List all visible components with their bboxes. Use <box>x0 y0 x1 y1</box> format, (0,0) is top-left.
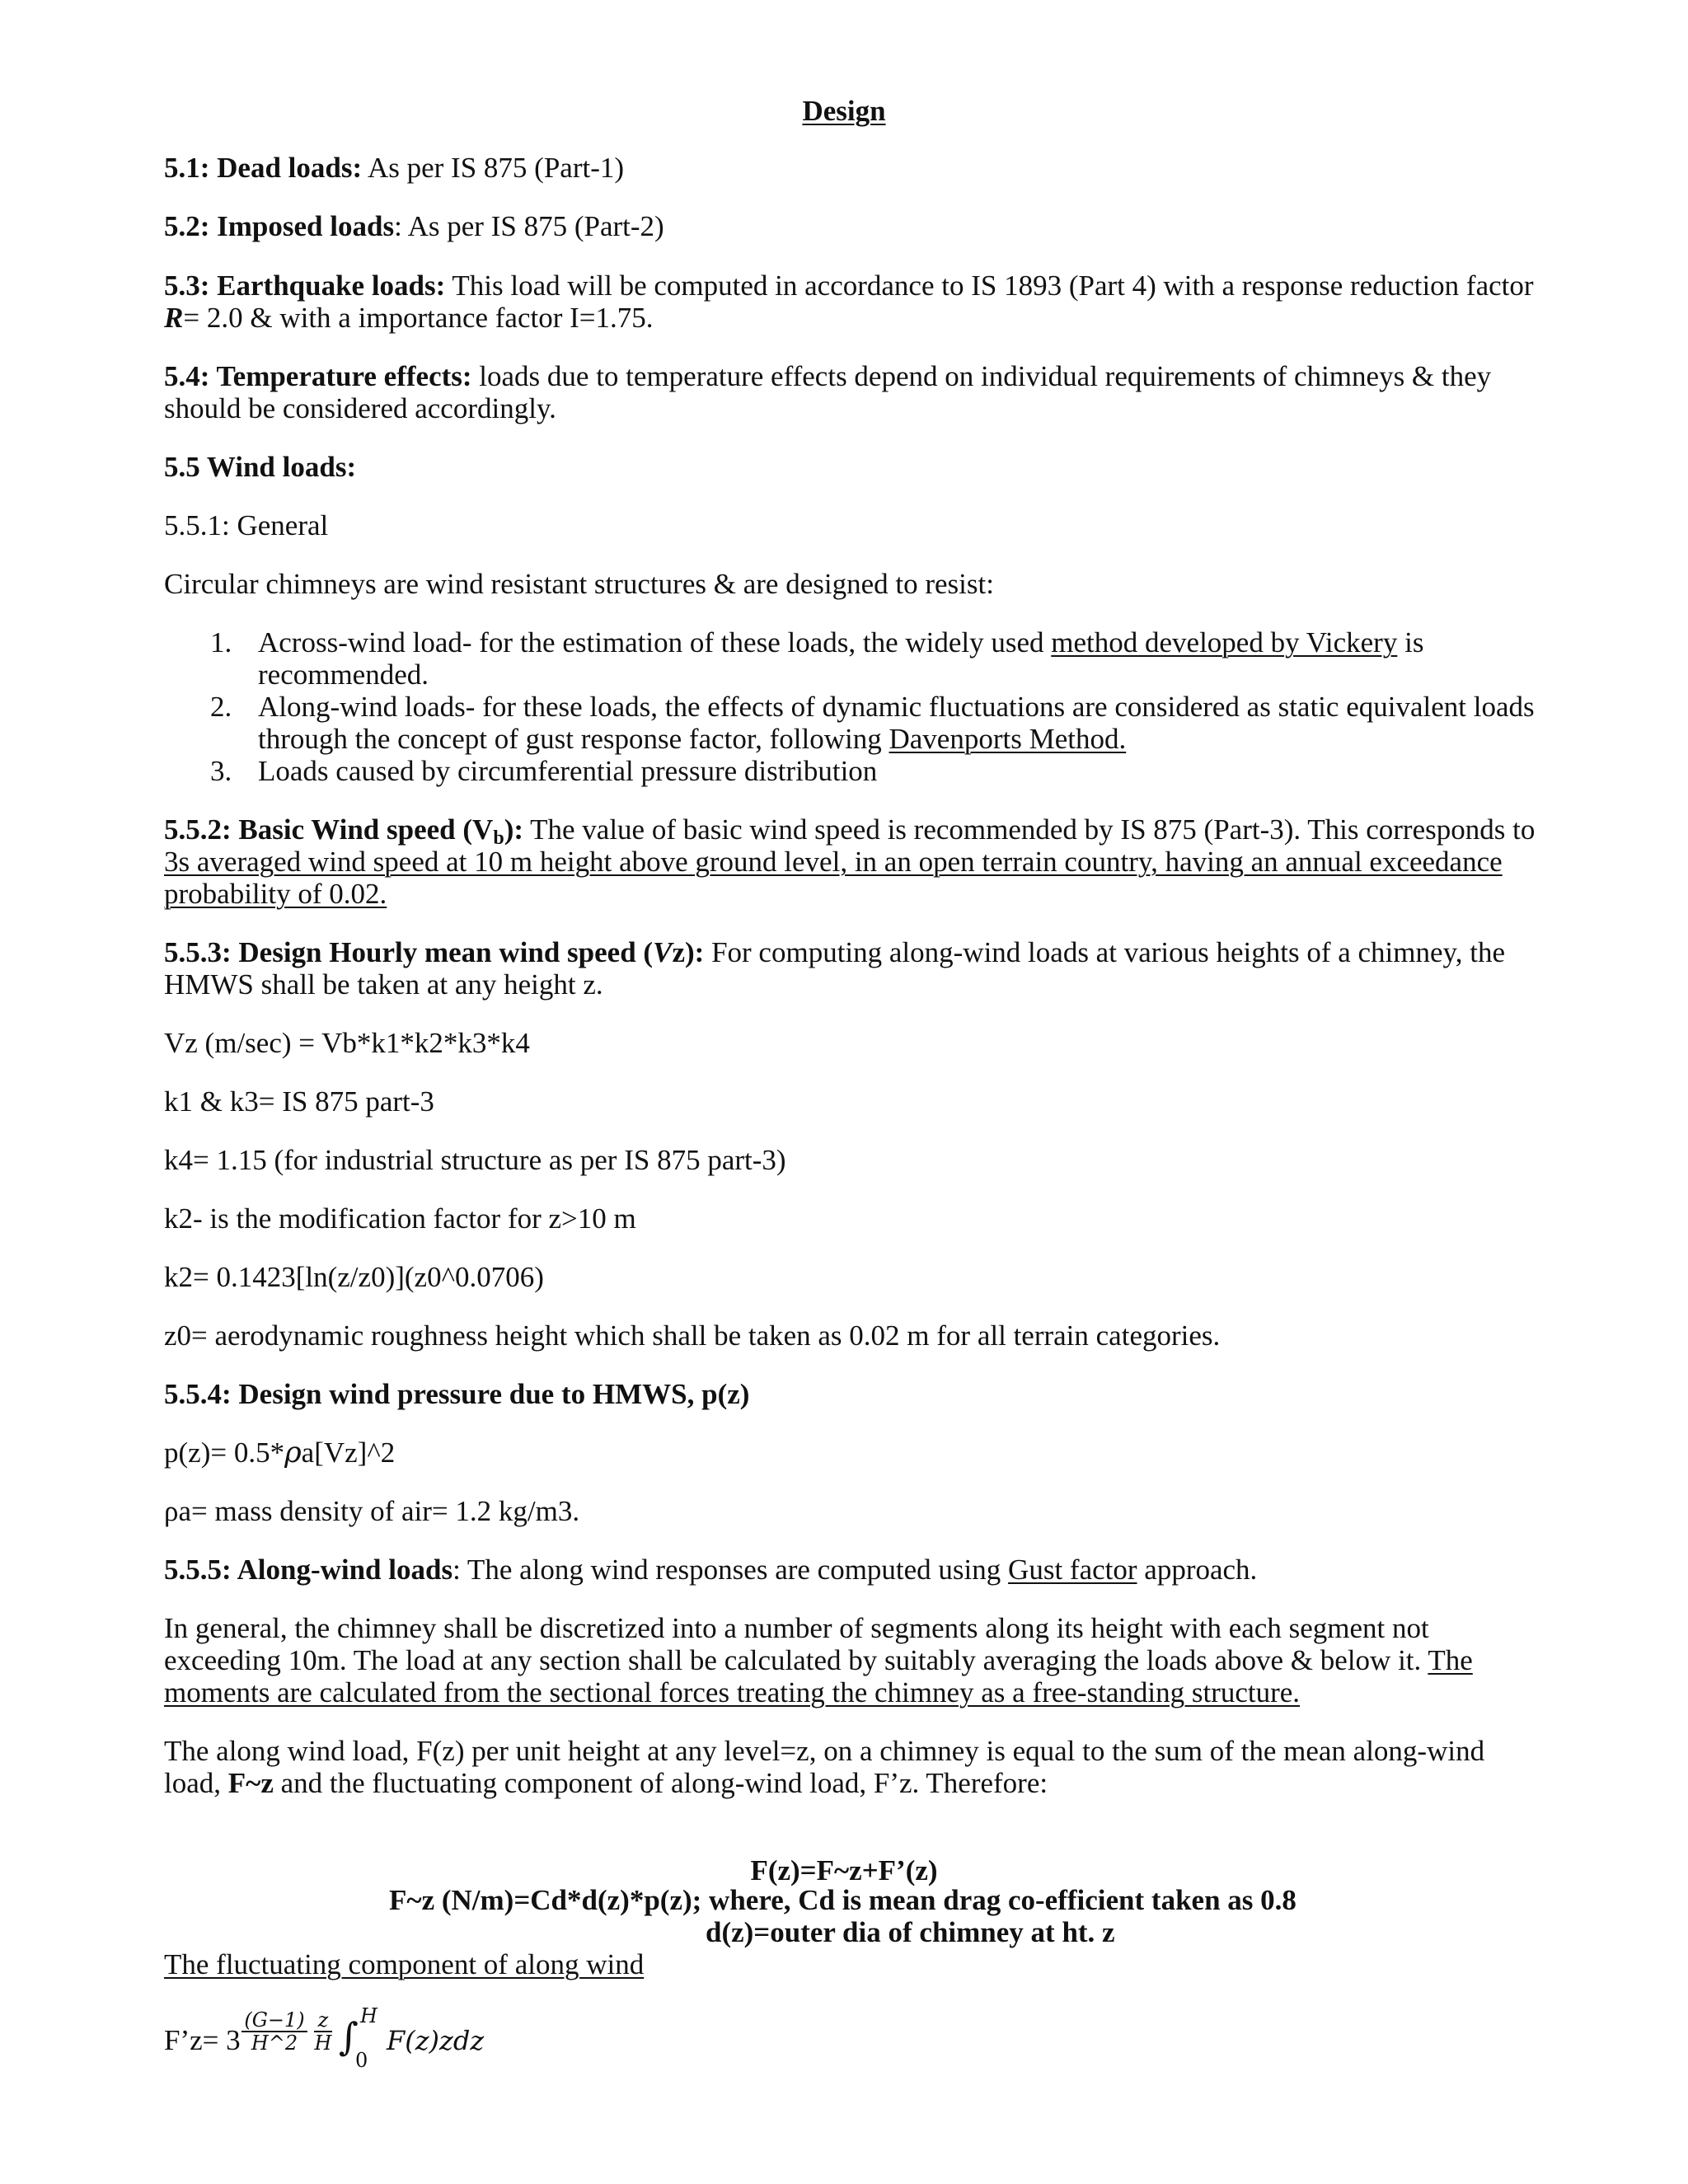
intro-text: Circular chimneys are wind resistant structures & are designed to resist: <box>164 568 994 600</box>
section-5-3-text1: This load will be computed in accordance to IS 1893 (Part 4) with a response reduction factor <box>445 269 1534 302</box>
section-5-1 <box>164 152 624 185</box>
section-5-5-3-text1: For computing along-wind loads at various heights of a chimney, the <box>704 936 1506 968</box>
section-5-5-2-label-b: ): <box>504 813 523 846</box>
section-5-5-2-label-sub: b <box>493 827 504 849</box>
section-5-5-3-line2: HMWS shall be taken at any height z. <box>164 968 603 1001</box>
paragraph-discretization-line2 <box>164 1644 1473 1677</box>
equation-vz: Vz (m/sec) = Vb*k1*k2*k3*k4 <box>164 1027 530 1059</box>
section-5-5-5-text-a: : The along wind responses are computed using <box>452 1554 1009 1586</box>
equation-pz <box>164 1436 395 1469</box>
section-5-5-2-label <box>164 813 523 849</box>
section-5-5-3-label-b: z): <box>672 936 705 968</box>
page-title: Design <box>802 95 886 127</box>
equation-dz: d(z)=outer dia of chimney at ht. z <box>706 1916 1115 1948</box>
paragraph-along-wind-text-a: load, <box>164 1767 228 1799</box>
section-5-5-3-label <box>164 936 704 968</box>
equation-f-mean: F~z (N/m)=Cd*d(z)*p(z); where, Cd is mean drag co-efficient taken as 0.8 <box>389 1884 1296 1916</box>
integral-sign: ∫ <box>339 2014 359 2059</box>
list-item-1-continuation: recommended. <box>258 658 429 691</box>
formula-z-numerator: z <box>317 2008 329 2032</box>
equation-rho-air: ρa= mass density of air= 1.2 kg/m3. <box>164 1495 580 1527</box>
paragraph-discretization-line1: In general, the chimney shall be discretized into a number of segments along its height with each segment not <box>164 1612 1429 1644</box>
section-5-5-heading: 5.5 Wind loads: <box>164 451 357 483</box>
section-5-3-label: 5.3: Earthquake loads: <box>164 269 446 302</box>
section-5-5-2-line2: 3s averaged wind speed at 10 m height above ground level, in an open terrain country, having an annual exceedance <box>164 846 1503 878</box>
section-5-4-text1: loads due to temperature effects depend on individual requirements of chimneys & they <box>471 360 1492 392</box>
section-5-3-text2: = 2.0 & with a importance factor I=1.75. <box>183 302 654 334</box>
section-5-2 <box>164 210 664 243</box>
section-5-5-5-text-b: approach. <box>1137 1554 1258 1586</box>
section-5-5-5-line <box>164 1554 1257 1586</box>
formula-fraction-z <box>314 2009 332 2054</box>
section-5-3-line2 <box>164 302 654 335</box>
list-item-2-continuation <box>258 723 1126 756</box>
section-5-5-3-label-v: V <box>653 936 673 968</box>
equation-k2: k2= 0.1423[ln(z/z0)](z0^0.0706) <box>164 1261 544 1293</box>
list-item-1-text: Across-wind load- for the estimation of these loads, the widely used <box>258 626 1052 658</box>
formula-fraction-denominator: H^2 <box>241 2031 307 2054</box>
section-5-4-line1 <box>164 360 1491 393</box>
paragraph-along-wind-line2 <box>164 1767 1048 1800</box>
section-5-1-text: As per IS 875 (Part-1) <box>362 152 625 184</box>
section-5-5-2-line3: probability of 0.02. <box>164 878 387 910</box>
gust-factor-link: Gust factor <box>1008 1554 1137 1586</box>
section-5-5-4-heading: 5.5.4: Design wind pressure due to HMWS, p(z) <box>164 1378 750 1410</box>
section-5-5-2-line1 <box>164 813 1536 849</box>
fluctuating-component-heading: The fluctuating component of along wind <box>164 1948 645 1980</box>
paragraph-discretization-underlined: The <box>1428 1644 1473 1676</box>
list-item-number: 3. <box>210 755 232 787</box>
section-5-5-5-label: 5.5.5: Along-wind loads <box>164 1554 453 1586</box>
section-5-2-label: 5.2: Imposed loads <box>164 210 395 242</box>
formula-fraction-g <box>241 2009 307 2054</box>
section-5-5-3-line1 <box>164 936 1505 969</box>
section-5-1-label: 5.1: Dead loads: <box>164 152 363 184</box>
formula-fraction-numerator: (G−1) <box>244 2008 305 2032</box>
section-5-3-r: R <box>164 302 184 334</box>
davenports-method-link: Davenports Method. <box>889 723 1127 755</box>
section-5-5-2-label-a: 5.5.2: Basic Wind speed (V <box>164 813 494 846</box>
section-5-5-2-text1: The value of basic wind speed is recommended by IS 875 (Part-3). This corresponds to <box>523 813 1536 846</box>
list-item-number: 1. <box>210 626 232 658</box>
integral-upper-limit: H <box>360 2004 377 2027</box>
section-5-3-line1 <box>164 269 1534 302</box>
list-item-3-text: Loads caused by circumferential pressure distribution <box>258 755 878 787</box>
equation-pz-a: p(z)= 0.5* <box>164 1436 285 1469</box>
formula-lhs: F’z= 3 <box>164 2024 241 2056</box>
paragraph-discretization-text: exceeding 10m. The load at any section shall be calculated by suitably averaging the loads above & below it. <box>164 1644 1428 1676</box>
equation-pz-rho: ρ <box>284 1436 302 1469</box>
paragraph-along-wind-bold: F~z <box>227 1767 274 1799</box>
equation-z0: z0= aerodynamic roughness height which shall be taken as 0.02 m for all terrain categories. <box>164 1319 1221 1352</box>
list-item-2-text: Along-wind loads- for these loads, the effects of dynamic fluctuations are considered as static equivalent loads <box>258 691 1535 723</box>
paragraph-along-wind-text-c: and the fluctuating component of along-wind load, F’z. Therefore: <box>273 1767 1048 1799</box>
equation-k1-k3: k1 & k3= IS 875 part-3 <box>164 1085 434 1118</box>
vickery-method-link: method developed by Vickery <box>1051 626 1398 658</box>
section-5-5-1-heading: 5.5.1: General <box>164 509 329 541</box>
list-item-2-cont-text: through the concept of gust response factor, following <box>258 723 889 755</box>
equation-pz-b: a[Vz]^2 <box>301 1436 396 1469</box>
section-5-5-3-label-a: 5.5.3: Design Hourly mean wind speed ( <box>164 936 654 968</box>
equation-k4: k4= 1.15 (for industrial structure as per IS 875 part-3) <box>164 1144 786 1176</box>
formula-z-denominator: H <box>314 2032 332 2055</box>
list-item-text <box>258 626 1423 659</box>
list-item-1-tail: is <box>1397 626 1424 658</box>
list-item-number: 2. <box>210 691 232 723</box>
integral-lower-limit: 0 <box>355 2049 368 2072</box>
paragraph-along-wind-line1: The along wind load, F(z) per unit height at any level=z, on a chimney is equal to the sum of the mean along-wind <box>164 1735 1485 1767</box>
section-5-4-label: 5.4: Temperature effects: <box>164 360 472 392</box>
equation-k2-description: k2- is the modification factor for z>10 m <box>164 1202 636 1235</box>
section-5-2-text: : As per IS 875 (Part-2) <box>394 210 664 242</box>
section-5-4-line2: should be considered accordingly. <box>164 392 556 424</box>
paragraph-discretization-line3: moments are calculated from the sectional forces treating the chimney as a free-standing structure. <box>164 1676 1301 1708</box>
equation-fz-total: F(z)=F~z+F’(z) <box>750 1854 938 1886</box>
formula-integrand: F(z)zdz <box>387 2025 485 2056</box>
